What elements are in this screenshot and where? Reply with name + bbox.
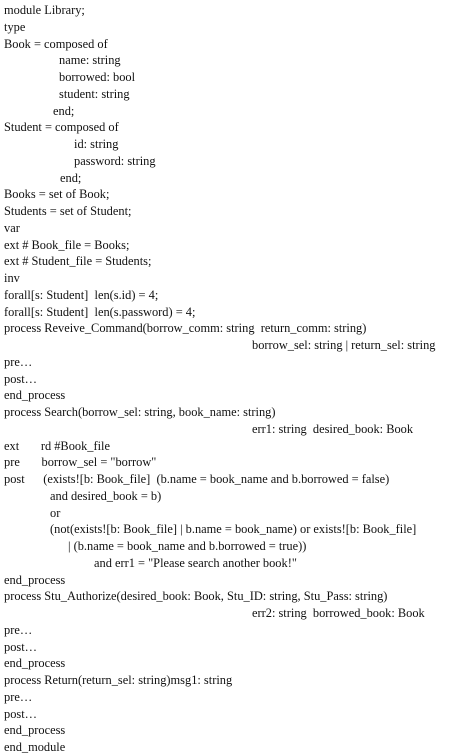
spec-line: pre… [4, 689, 33, 704]
spec-line: and err1 = "Please search another book!" [94, 555, 297, 570]
spec-line: and desired_book = b) [50, 488, 162, 503]
spec-line: err2: string borrowed_book: Book [252, 606, 425, 620]
spec-line: end_process [4, 388, 66, 403]
spec-line: var [4, 220, 20, 235]
spec-line: student: string [59, 86, 130, 101]
spec-line: borrowed: bool [59, 70, 136, 84]
spec-line: ext # Book_file = Books; [4, 237, 130, 252]
spec-line: pre… [4, 622, 33, 637]
spec-line: | (b.name = book_name and b.borrowed = true)) [68, 539, 307, 553]
spec-line: pre… [4, 354, 33, 369]
spec-line: process Reveive_Command(borrow_comm: string return_comm: string) [4, 321, 367, 336]
spec-line: post… [4, 706, 38, 721]
spec-line: Book = composed of [4, 36, 108, 51]
spec-line: post… [4, 371, 38, 386]
spec-line: or [50, 505, 61, 520]
spec-line: inv [4, 271, 20, 285]
spec-line: end_process [4, 723, 66, 738]
spec-line: end; [53, 103, 75, 118]
spec-line: borrow_sel: string | return_sel: string [252, 338, 436, 352]
spec-line: forall[s: Student] len(s.id) = 4; [4, 287, 159, 302]
spec-line: process Stu_Authorize(desired_book: Book, Stu_ID: string, Stu_Pass: string) [4, 589, 388, 604]
spec-line: process Return(return_sel: string)msg1: string [4, 673, 233, 687]
spec-line: err1: string desired_book: Book [252, 421, 414, 436]
spec-line: name: string [59, 53, 121, 68]
spec-line: ext rd #Book_file [4, 438, 110, 453]
spec-line: Books = set of Book; [4, 187, 110, 202]
spec-line: end_module [4, 740, 66, 754]
spec-line: (not(exists![b: Book_file] | b.name = book_name) or exists![b: Book_file] [50, 522, 417, 537]
spec-line: post… [4, 639, 38, 654]
spec-line: module Library; [4, 3, 85, 17]
spec-line: Students = set of Student; [4, 204, 132, 218]
spec-line: forall[s: Student] len(s.password) = 4; [4, 304, 196, 319]
spec-line: password: string [74, 153, 156, 168]
spec-line: end; [60, 170, 82, 185]
spec-line: process Search(borrow_sel: string, book_name: string) [4, 405, 276, 419]
spec-line: type [4, 19, 26, 34]
spec-line: ext # Student_file = Students; [4, 254, 152, 269]
spec-line: post (exists![b: Book_file] (b.name = book_name and b.borrowed = false) [4, 472, 390, 486]
spec-line: id: string [74, 137, 119, 151]
spec-line: pre borrow_sel = "borrow" [4, 455, 157, 470]
spec-line: Student = composed of [4, 120, 119, 135]
spec-line: end_process [4, 656, 66, 671]
spec-line: end_process [4, 572, 66, 587]
